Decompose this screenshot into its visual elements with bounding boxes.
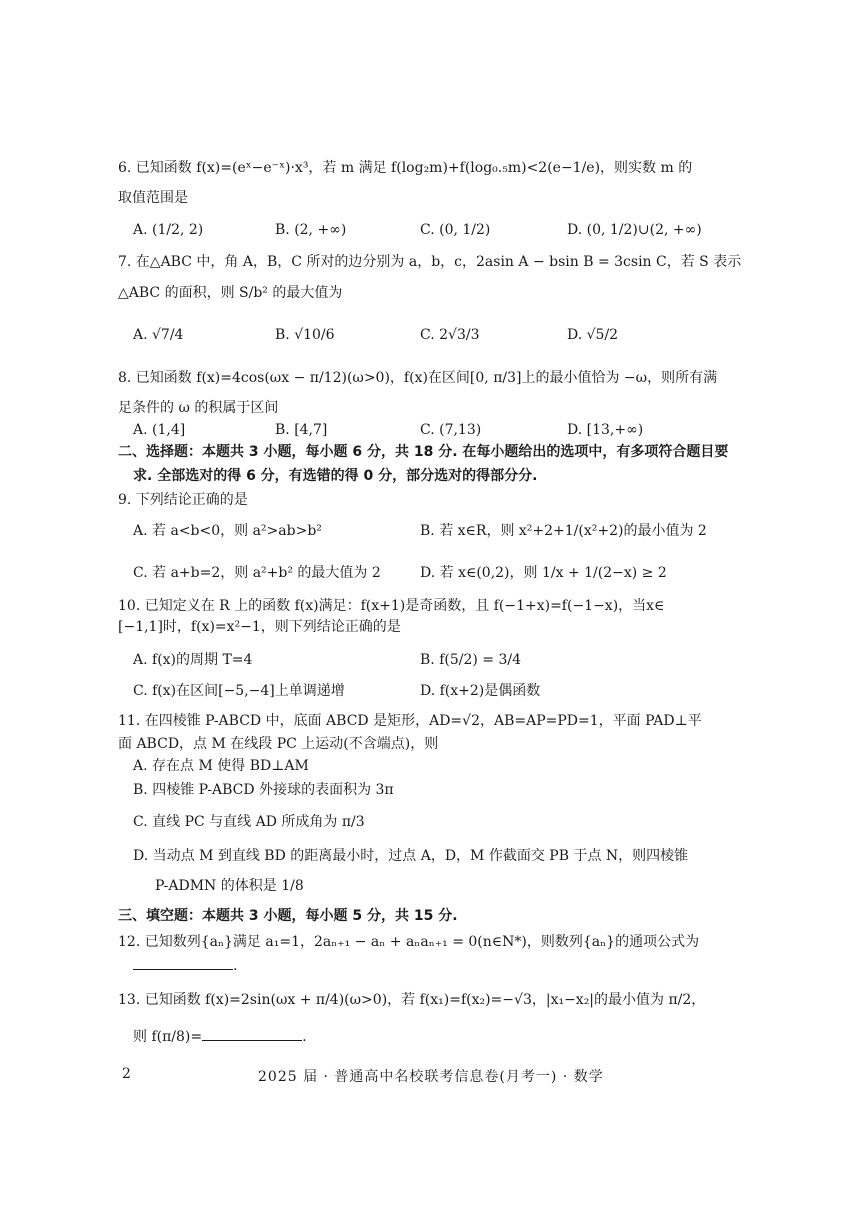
q13-stem: 13. 已知函数 f(x)=2sin(ωx + π/4)(ω>0)，若 f(x₁)=f(x₂)=−√3，|x₁−x₂|的最小值为 π/2，: [118, 992, 706, 1008]
q12-stem: 12. 已知数列{aₙ}满足 a₁=1，2aₙ₊₁ − aₙ + aₙaₙ₊₁ = 0(n∈N*)，则数列{aₙ}的通项公式为: [118, 934, 700, 950]
q12-answer-blank[interactable]: [133, 955, 233, 970]
q6-stem-line1: 6. 已知函数 f(x)=(eˣ−e⁻ˣ)·x³，若 m 满足 f(log₂m)+f(log₀.₅m)<2(e−1/e)，则实数 m 的: [118, 160, 693, 176]
q11-option-d-line1: D. 当动点 M 到直线 BD 的距离最小时，过点 A，D，M 作截面交 PB 于点 N，则四棱锥: [133, 848, 689, 864]
q8-option-a: A. (1,4]: [133, 422, 186, 438]
q7-stem-line1: 7. 在△ABC 中，角 A，B，C 所对的边分别为 a，b，c，2asin A − bsin B = 3csin C，若 S 表示: [118, 254, 742, 270]
q11-option-d-line2: P-ADMN 的体积是 1/8: [155, 878, 304, 894]
q9-option-a: A. 若 a<b<0，则 a²>ab>b²: [133, 523, 322, 539]
section-2-instructions: 求. 全部选对的得 6 分，有选错的得 0 分，部分选对的得部分分.: [133, 468, 538, 484]
q9-option-d: D. 若 x∈(0,2)，则 1/x + 1/(2−x) ≥ 2: [420, 565, 667, 581]
q11-stem-line2: 面 ABCD，点 M 在线段 PC 上运动(不含端点)，则: [118, 736, 439, 752]
q10-option-c: C. f(x)在区间[−5,−4]上单调递增: [133, 683, 345, 699]
q6-option-a: A. (1/2, 2): [133, 222, 204, 238]
q7-option-c: C. 2√3/3: [420, 327, 480, 343]
q9-option-c: C. 若 a+b=2，则 a²+b² 的最大值为 2: [133, 565, 381, 581]
q13-period: .: [302, 1029, 307, 1045]
q10-stem-line2: [−1,1]时，f(x)=x²−1，则下列结论正确的是: [118, 619, 401, 635]
q9-stem: 9. 下列结论正确的是: [118, 492, 248, 508]
q13-answer-blank[interactable]: [202, 1026, 302, 1041]
q7-option-b: B. √10/6: [275, 327, 335, 343]
q11-option-c: C. 直线 PC 与直线 AD 所成角为 π/3: [133, 814, 365, 830]
q10-option-a: A. f(x)的周期 T=4: [133, 652, 253, 668]
q13-answer-row: [133, 1026, 307, 1047]
q10-stem-line1: 10. 已知定义在 R 上的函数 f(x)满足：f(x+1)是奇函数，且 f(−1+x)=f(−1−x)，当x∈: [118, 598, 665, 614]
q7-option-a: A. √7/4: [133, 327, 184, 343]
page-number: 2: [122, 1066, 131, 1082]
q10-option-b: B. f(5/2) = 3/4: [420, 652, 521, 668]
q10-option-d: D. f(x+2)是偶函数: [420, 683, 541, 699]
q11-option-b: B. 四棱锥 P-ABCD 外接球的表面积为 3π: [133, 782, 394, 798]
q6-option-b: B. (2, +∞): [275, 222, 347, 238]
q8-option-d: D. [13,+∞): [567, 422, 644, 438]
q6-option-c: C. (0, 1/2): [420, 222, 491, 238]
q13-answer-prefix: 则 f(π/8)=: [133, 1029, 203, 1045]
section-3-heading: 三、填空题：本题共 3 小题，每小题 5 分，共 15 分.: [118, 908, 458, 924]
q11-stem-line1: 11. 在四棱锥 P-ABCD 中，底面 ABCD 是矩形，AD=√2，AB=AP=PD=1，平面 PAD⊥平: [118, 713, 702, 729]
q12-period: .: [233, 958, 238, 974]
q12-answer-row: [133, 955, 237, 976]
q8-option-b: B. [4,7]: [275, 422, 328, 438]
q7-option-d: D. √5/2: [567, 327, 619, 343]
q7-stem-line2: △ABC 的面积，则 S/b² 的最大值为: [118, 285, 343, 301]
footer-title: 2025 届 · 普通高中名校联考信息卷(月考一) · 数学: [258, 1069, 604, 1085]
q11-option-a: A. 存在点 M 使得 BD⊥AM: [133, 758, 309, 774]
q8-option-c: C. (7,13): [420, 422, 482, 438]
section-2-heading: 二、选择题：本题共 3 小题，每小题 6 分，共 18 分. 在每小题给出的选项中，有多项符合题目要: [118, 444, 729, 460]
q9-option-b: B. 若 x∈R，则 x²+2+1/(x²+2)的最小值为 2: [420, 523, 707, 539]
q8-stem-line2: 足条件的 ω 的积属于区间: [118, 400, 279, 416]
q6-option-d: D. (0, 1/2)∪(2, +∞): [567, 222, 702, 238]
q8-stem-line1: 8. 已知函数 f(x)=4cos(ωx − π/12)(ω>0)，f(x)在区间[0, π/3]上的最小值恰为 −ω，则所有满: [118, 370, 718, 386]
q6-stem-line2: 取值范围是: [118, 190, 188, 206]
